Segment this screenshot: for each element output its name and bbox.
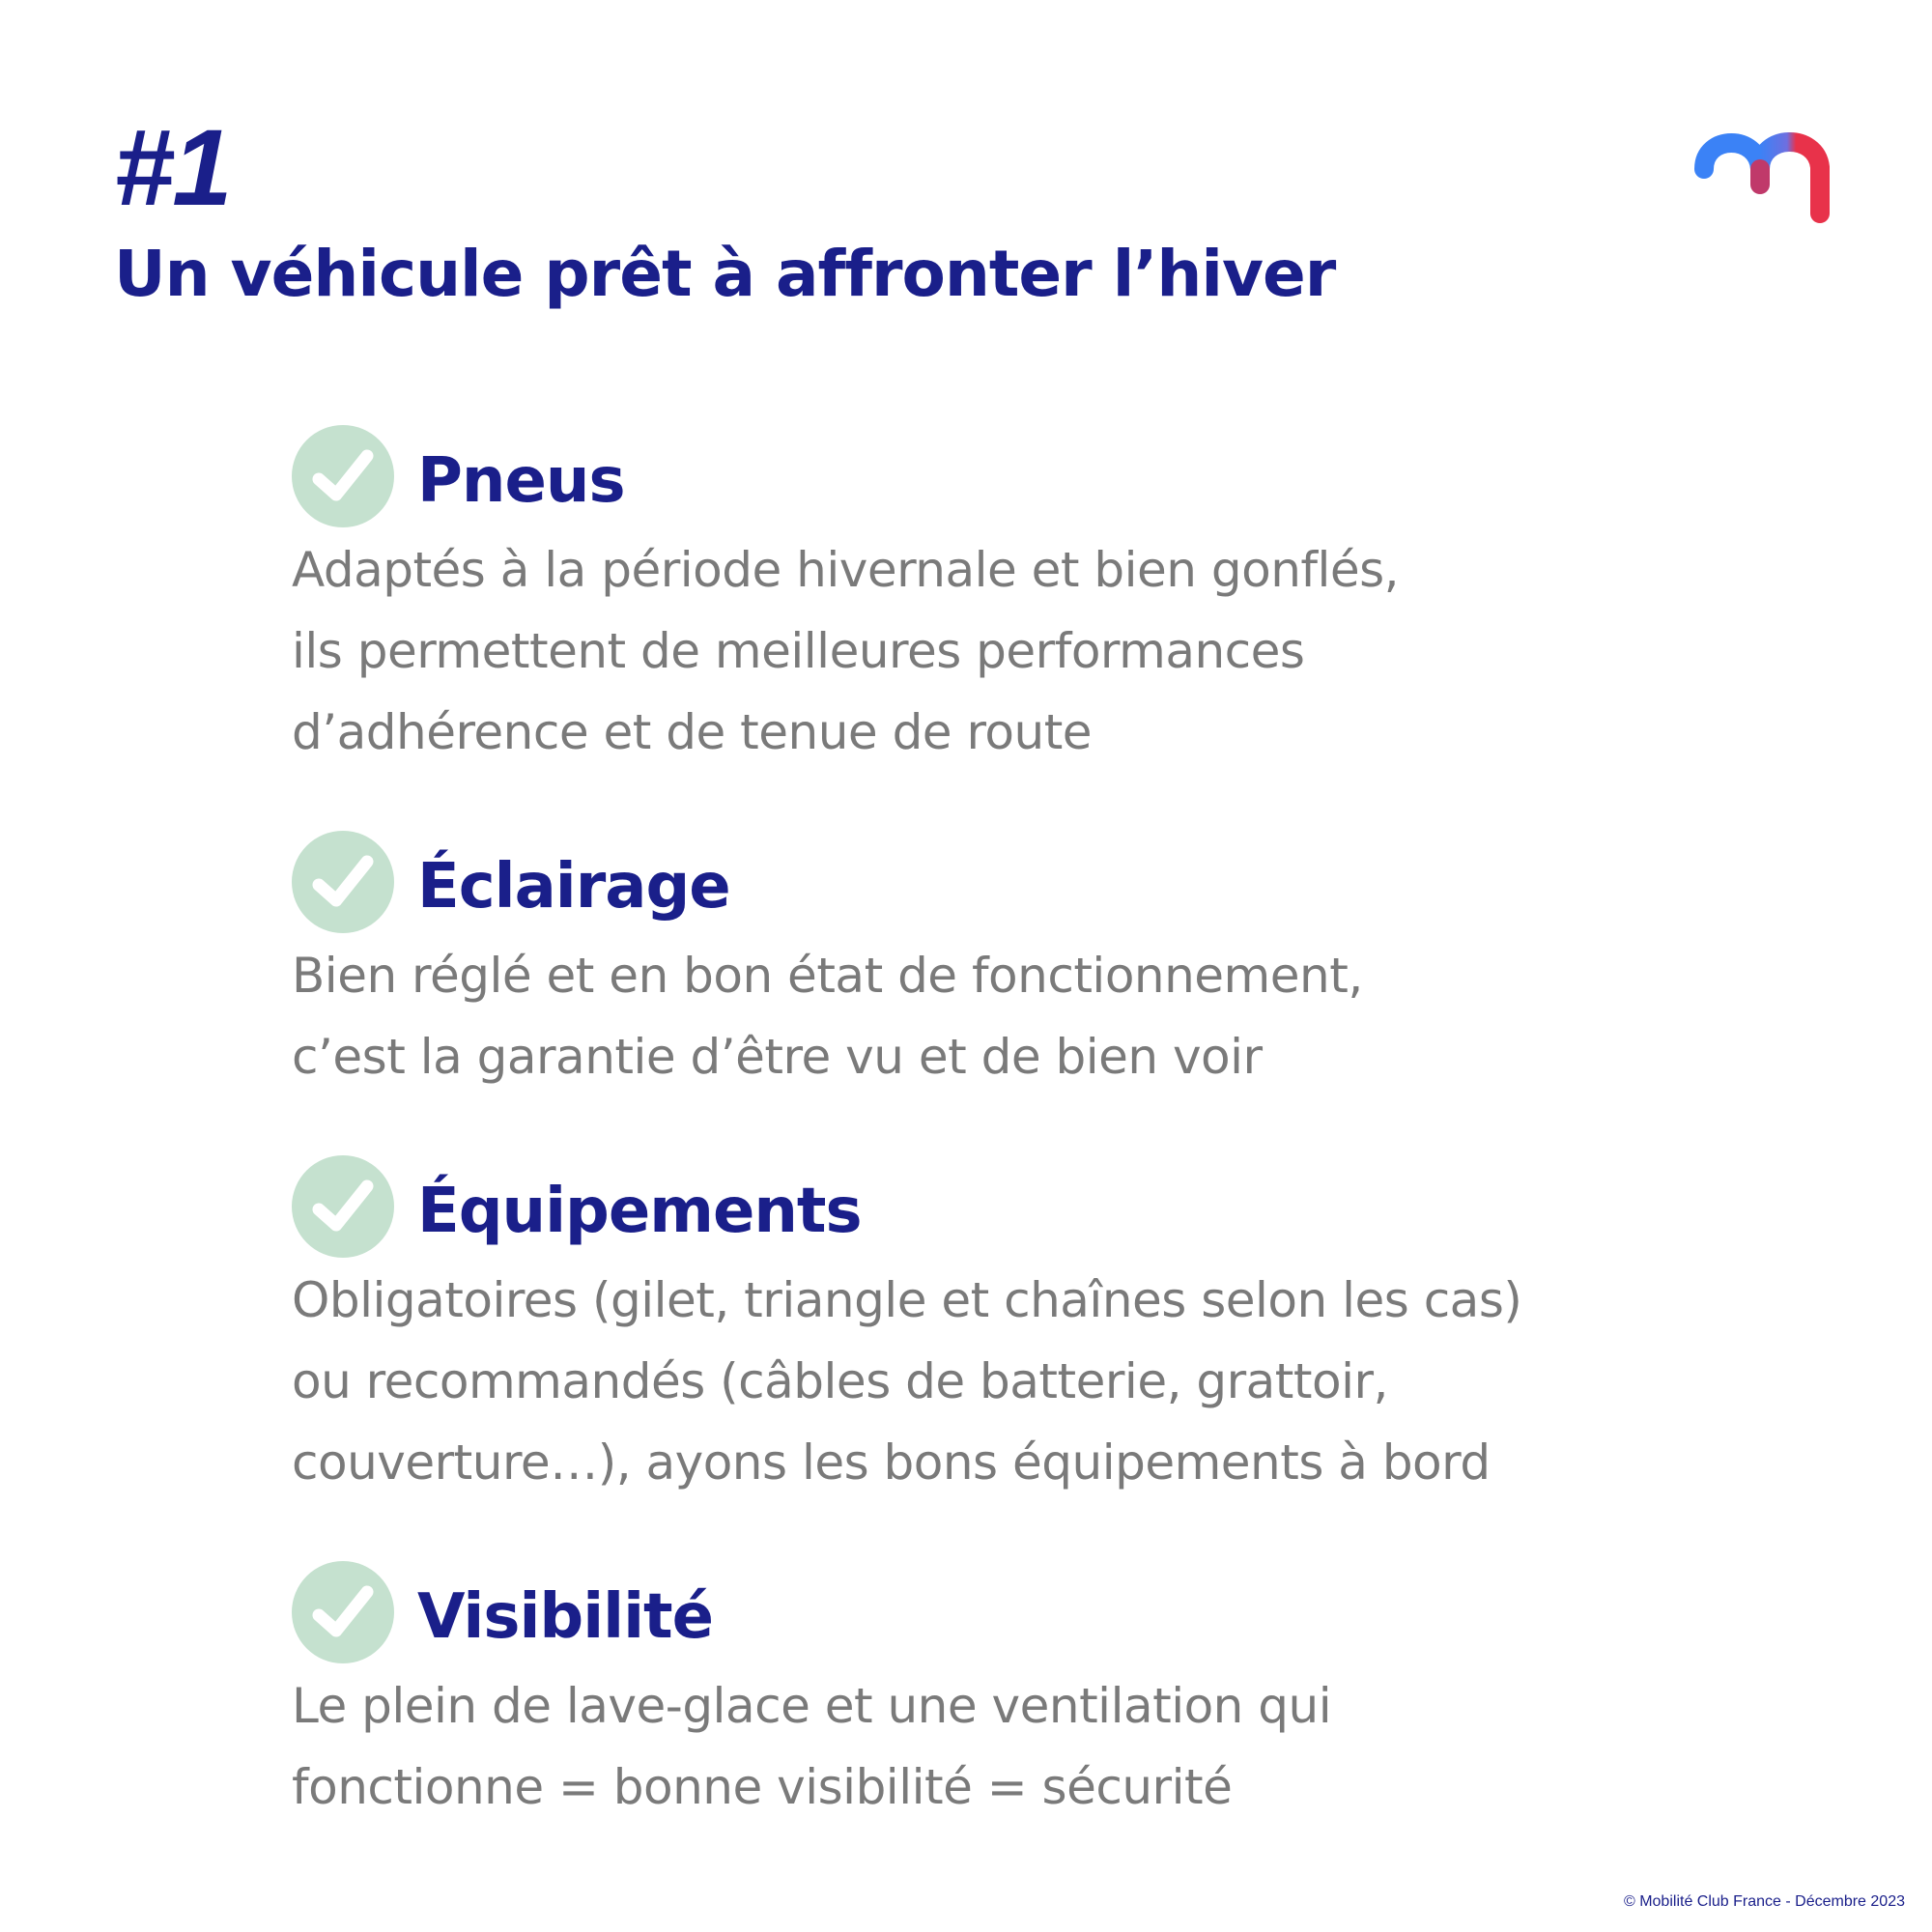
section-number: #1 <box>114 107 231 228</box>
item-description: Obligatoires (gilet, triangle et chaînes selon les cas) ou recommandés (câbles de batterie, grattoir, couverture…), ayons les bons équipements à bord <box>292 1272 1522 1491</box>
list-item <box>292 1561 1721 1828</box>
check-icon <box>292 831 394 933</box>
item-header <box>292 425 1721 527</box>
item-header <box>292 1561 1721 1663</box>
mobilite-club-m-logo-icon <box>1690 121 1845 227</box>
item-header <box>292 831 1721 933</box>
item-title: Équipements <box>417 1176 862 1247</box>
copyright-footer: © Mobilité Club France - Décembre 2023 <box>1623 1893 1905 1910</box>
item-description: Le plein de lave-glace et une ventilation qui fonctionne = bonne visibilité = sécurité <box>292 1678 1332 1815</box>
list-item <box>292 425 1721 773</box>
checklist <box>292 425 1721 1828</box>
check-icon <box>292 1155 394 1258</box>
list-item <box>292 831 1721 1097</box>
list-item <box>292 1155 1721 1503</box>
item-title: Visibilité <box>417 1581 713 1653</box>
page-title: Un véhicule prêt à affronter l’hiver <box>114 237 1336 311</box>
check-icon <box>292 425 394 527</box>
item-description: Bien réglé et en bon état de fonctionnement, c’est la garantie d’être vu et de bien voir <box>292 948 1363 1085</box>
item-header <box>292 1155 1721 1258</box>
item-title: Pneus <box>417 445 625 517</box>
item-description: Adaptés à la période hivernale et bien gonflés, ils permettent de meilleures performances d’adhérence et de tenue de route <box>292 542 1400 760</box>
item-title: Éclairage <box>417 851 730 923</box>
check-icon <box>292 1561 394 1663</box>
